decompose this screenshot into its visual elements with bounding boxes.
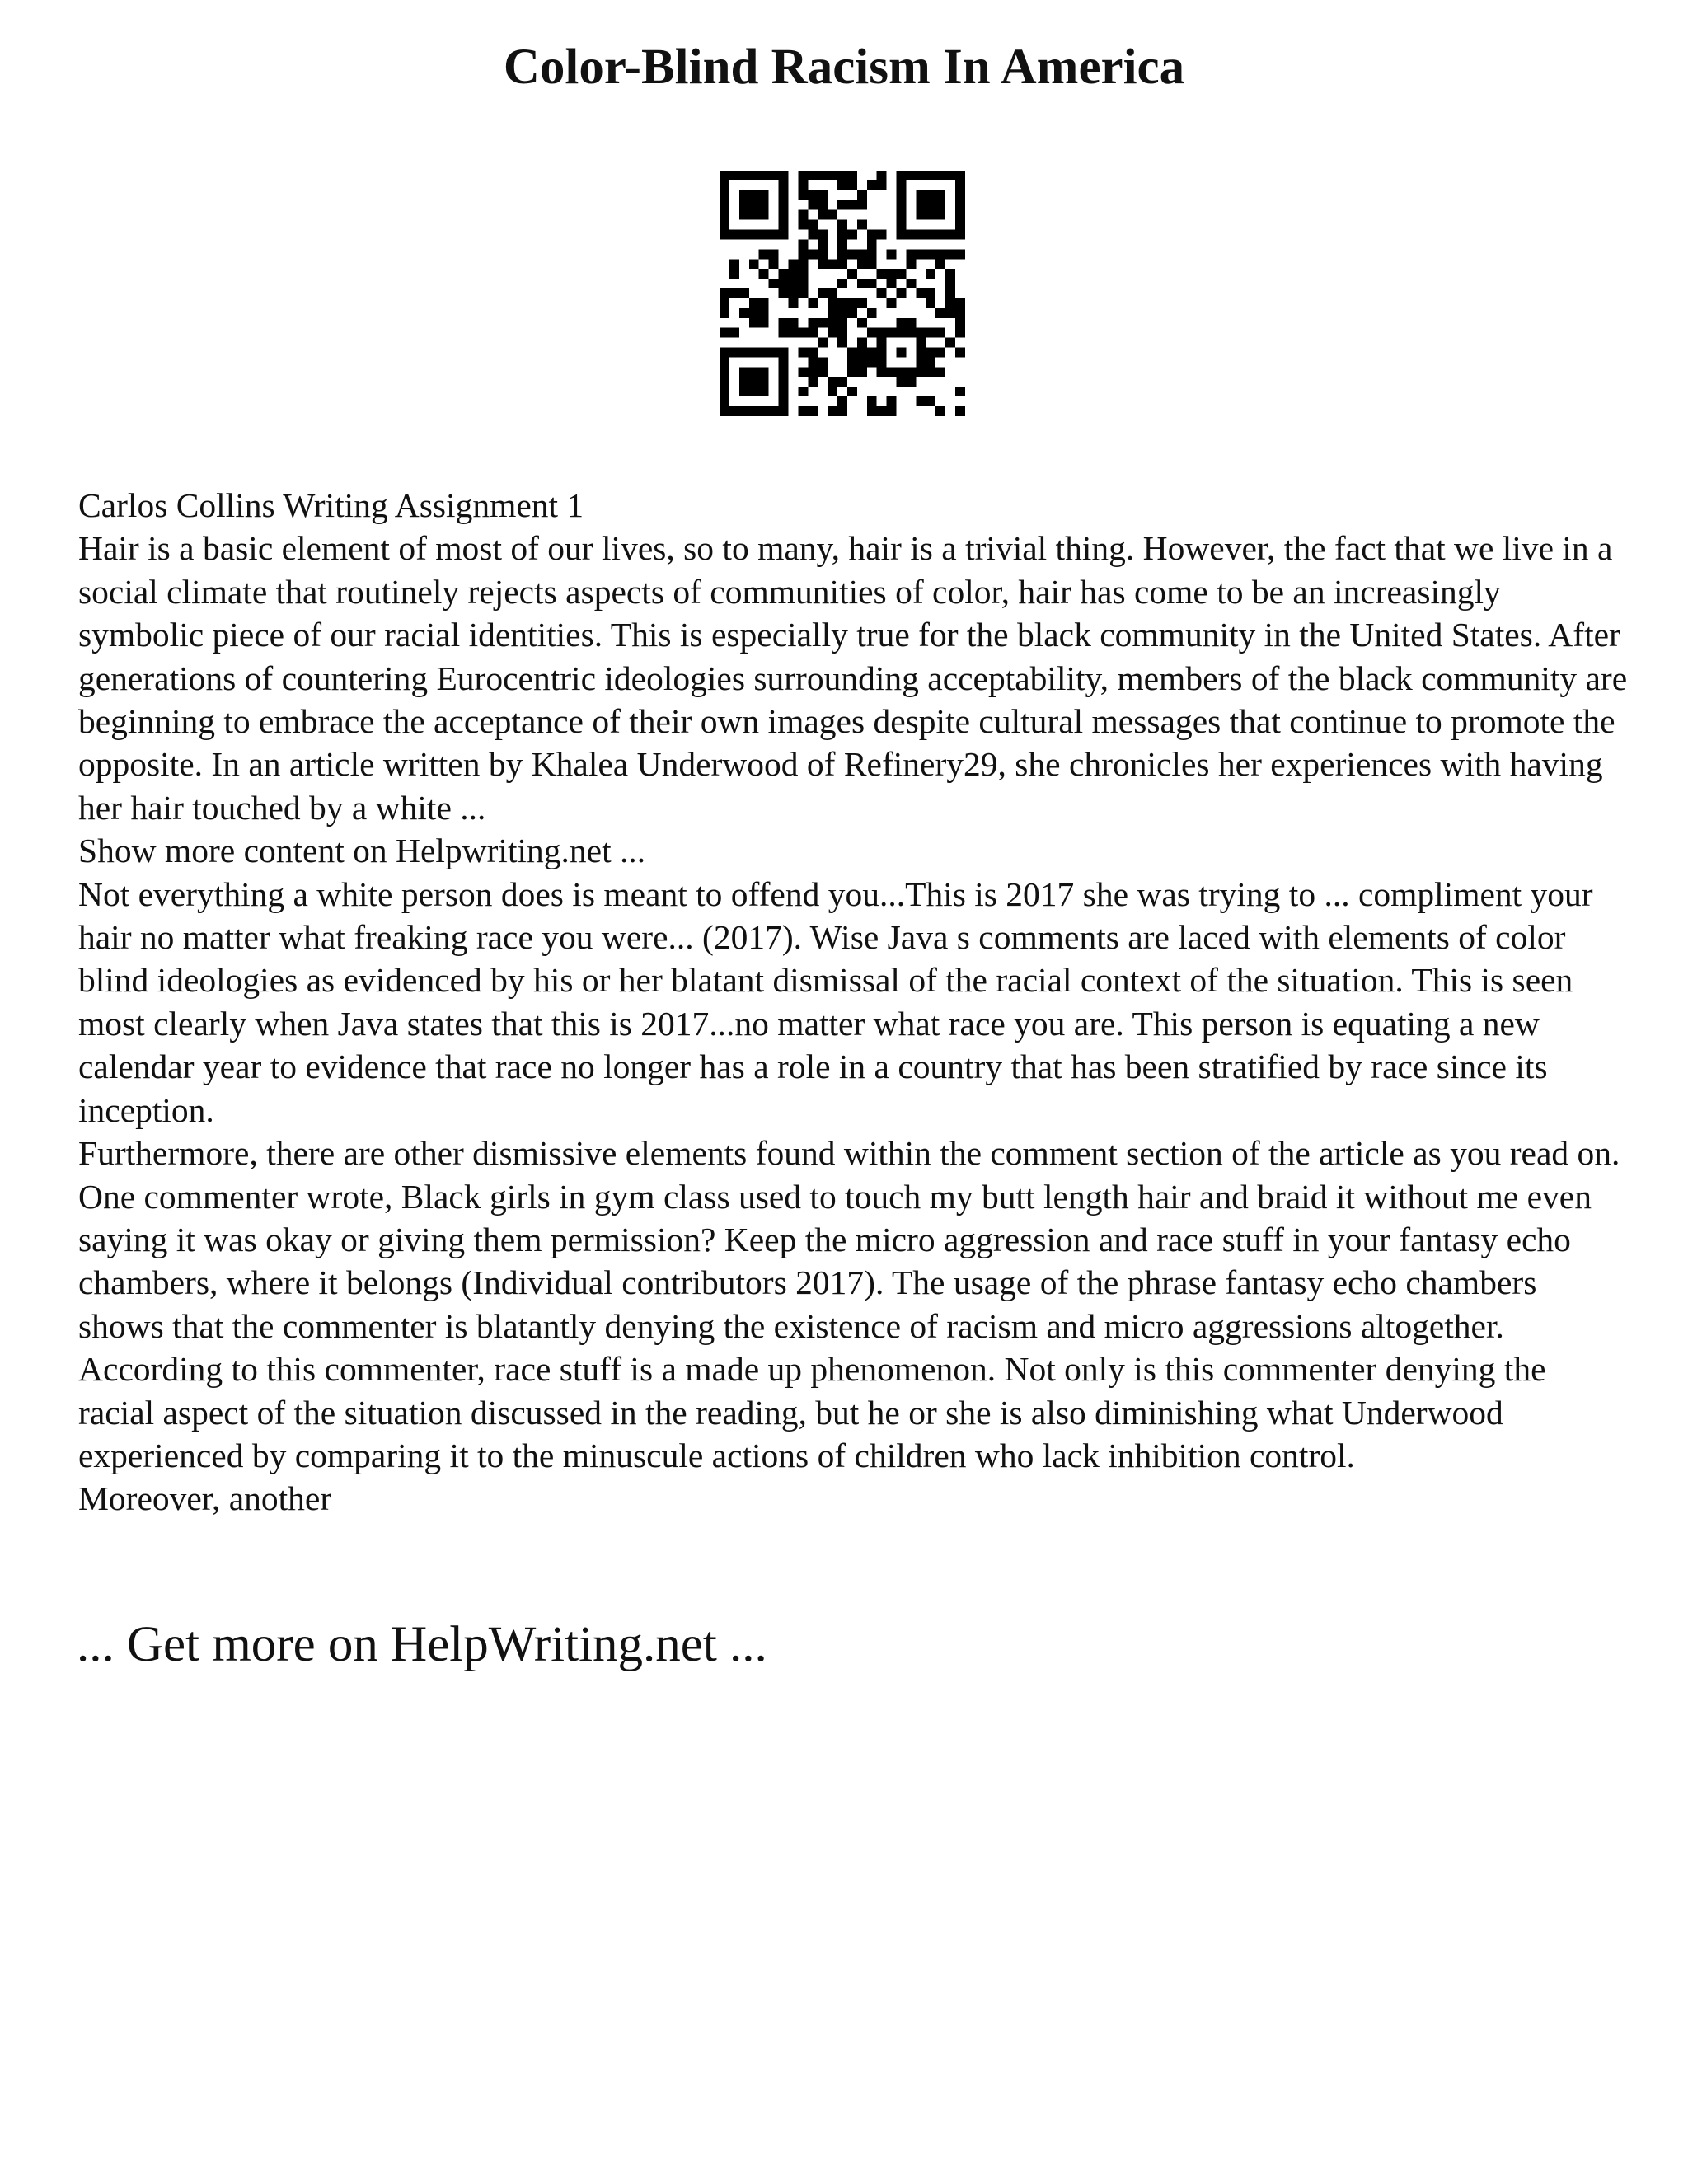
paragraph-intro: Hair is a basic element of most of our lives, so to many, hair is a trivial thing. However, the fact that we live in a social climate that routinely rejects aspects of communities of color, hair has come to be an increasingly symbolic piece of our racial identities. This is especially true for the black community in the United States. After generations of countering Eurocentric ideologies surrounding acceptability, members of the black community are beginning to embrace the acceptance of their own images despite cultural messages that continue to promote the opposite. In an article written by Khalea Underwood of Refinery29, she chronicles her experiences with having her hair touched by a white ...: [78, 529, 1628, 827]
document-body: [78, 484, 1628, 1521]
get-more-link[interactable]: ... Get more on HelpWriting.net ...: [77, 1617, 767, 1672]
page-title: Color-Blind Racism In America: [503, 40, 1185, 95]
show-more-text: Show more content on Helpwriting.net ...: [78, 832, 646, 870]
paragraph-java-comment: Not everything a white person does is meant to offend you...This is 2017 she was trying to ... compliment your hair no matter what freaking race you were... (2017). Wise Java s comments are laced with elements of color blind ideologies as evidenced by his or her blatant dismissal of the racial context of the situation. This is seen most clearly when Java states that this is 2017...no matter what race you are. This person is equating a new calendar year to evidence that race no longer has a role in a country that has been stratified by race since its inception.: [78, 874, 1593, 1129]
paragraph-moreover: Moreover, another: [78, 1479, 332, 1518]
author-line: Carlos Collins Writing Assignment 1: [78, 486, 584, 524]
qr-code-icon[interactable]: [720, 171, 965, 416]
paragraph-furthermore: Furthermore, there are other dismissive elements found within the comment section of the article as you read on. One commenter wrote, Black girls in gym class used to touch my butt length hair and braid it without me even saying it was okay or giving them permission? Keep the micro aggression and race stuff in your fantasy echo chambers, where it belongs (Individual contributors 2017). The usage of the phrase fantasy echo chambers shows that the commenter is blatantly denying the existence of racism and micro aggressions altogether. According to this commenter, race stuff is a made up phenomenon. Not only is this commenter denying the racial aspect of the situation discussed in the reading, but he or she is also diminishing what Underwood experienced by comparing it to the minuscule actions of children who lack inhibition control.: [78, 1134, 1620, 1474]
